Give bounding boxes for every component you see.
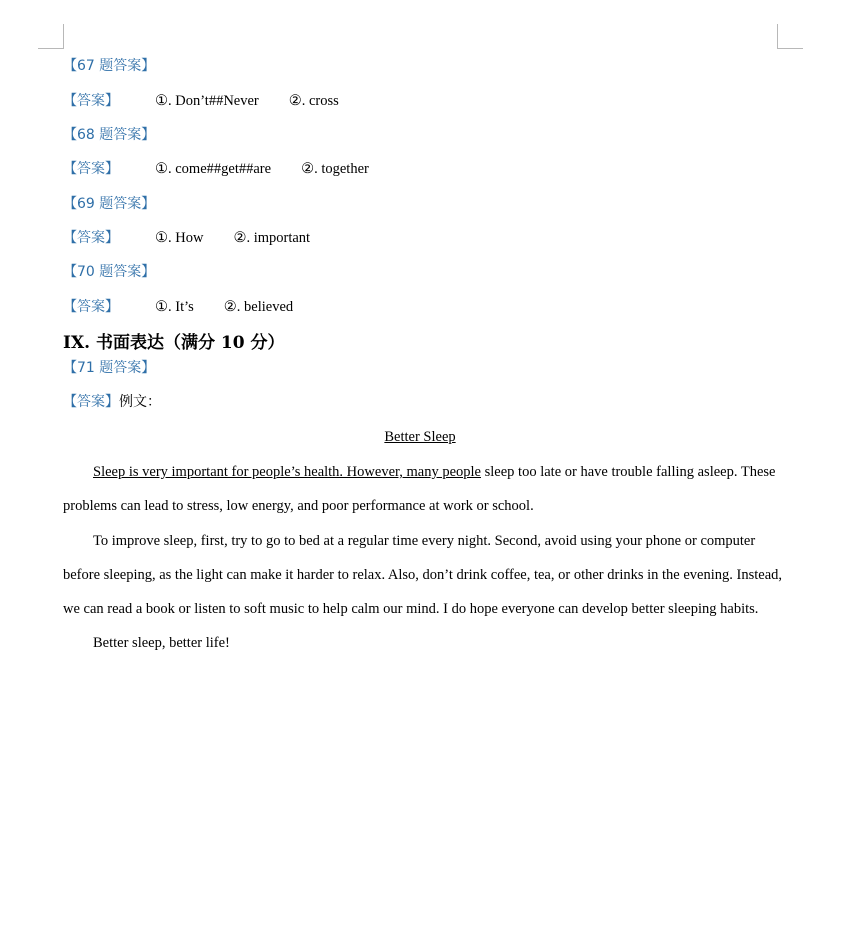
answer-header-68: 【68 题答案】 (63, 127, 156, 143)
essay-paragraph-1-rest: sleep too late or have trouble falling asleep. These problems can lead to stress, low energy, and poor performance at work or school. (63, 464, 776, 515)
answer-option-2: ②. cross (288, 93, 339, 109)
answer-option-1: ①. Don’t##Never (155, 93, 259, 109)
essay-body (63, 455, 783, 661)
answer-header-69: 【69 题答案】 (63, 196, 156, 212)
section-heading: IX. 书面表达（满分 10 分） (63, 333, 285, 353)
essay-paragraph-1 (63, 455, 783, 524)
answer-row-69 (63, 229, 310, 247)
answer-label: 【答案】 (63, 230, 119, 246)
answer-row-71 (63, 393, 161, 411)
essay-underlined-text: Sleep is very important for people’s health. However, many people (93, 464, 481, 480)
answer-header-71: 【71 题答案】 (63, 360, 156, 376)
answer-option-1: ①. It’s (155, 299, 194, 315)
answer-label: 【答案】 (63, 93, 119, 109)
answer-header-70: 【70 题答案】 (63, 264, 156, 280)
answer-option-1: ①. come##get##are (155, 161, 272, 177)
page-corner-mark-top-left (38, 24, 64, 49)
sample-essay-label: 例文： (119, 394, 161, 410)
answer-label: 【答案】 (63, 161, 119, 177)
essay-paragraph-3: Better sleep, better life! (93, 635, 230, 652)
answer-option-1: ①. How (155, 230, 204, 246)
answer-row-70 (63, 298, 293, 316)
essay-title: Better Sleep (384, 429, 456, 445)
essay-paragraph-2: To improve sleep, first, try to go to bed at a regular time every night. Second, avoid using your phone or computer before sleeping, as the light can make it harder to relax. Also, don’t drink coffee, tea, or other drinks in the evening. Instead, we can read a book or listen to soft music to help calm our mind. I do hope everyone can develop better sleeping habits. (63, 532, 783, 618)
answer-option-2: ②. important (233, 230, 311, 246)
answer-header-67: 【67 题答案】 (63, 58, 156, 74)
answer-label: 【答案】 (63, 299, 119, 315)
answer-row-67 (63, 92, 339, 110)
answer-option-2: ②. believed (223, 299, 294, 315)
answer-option-2: ②. together (301, 161, 369, 177)
answer-row-68 (63, 160, 369, 178)
page-corner-mark-top-right (777, 24, 803, 49)
answer-label: 【答案】 (63, 394, 119, 410)
